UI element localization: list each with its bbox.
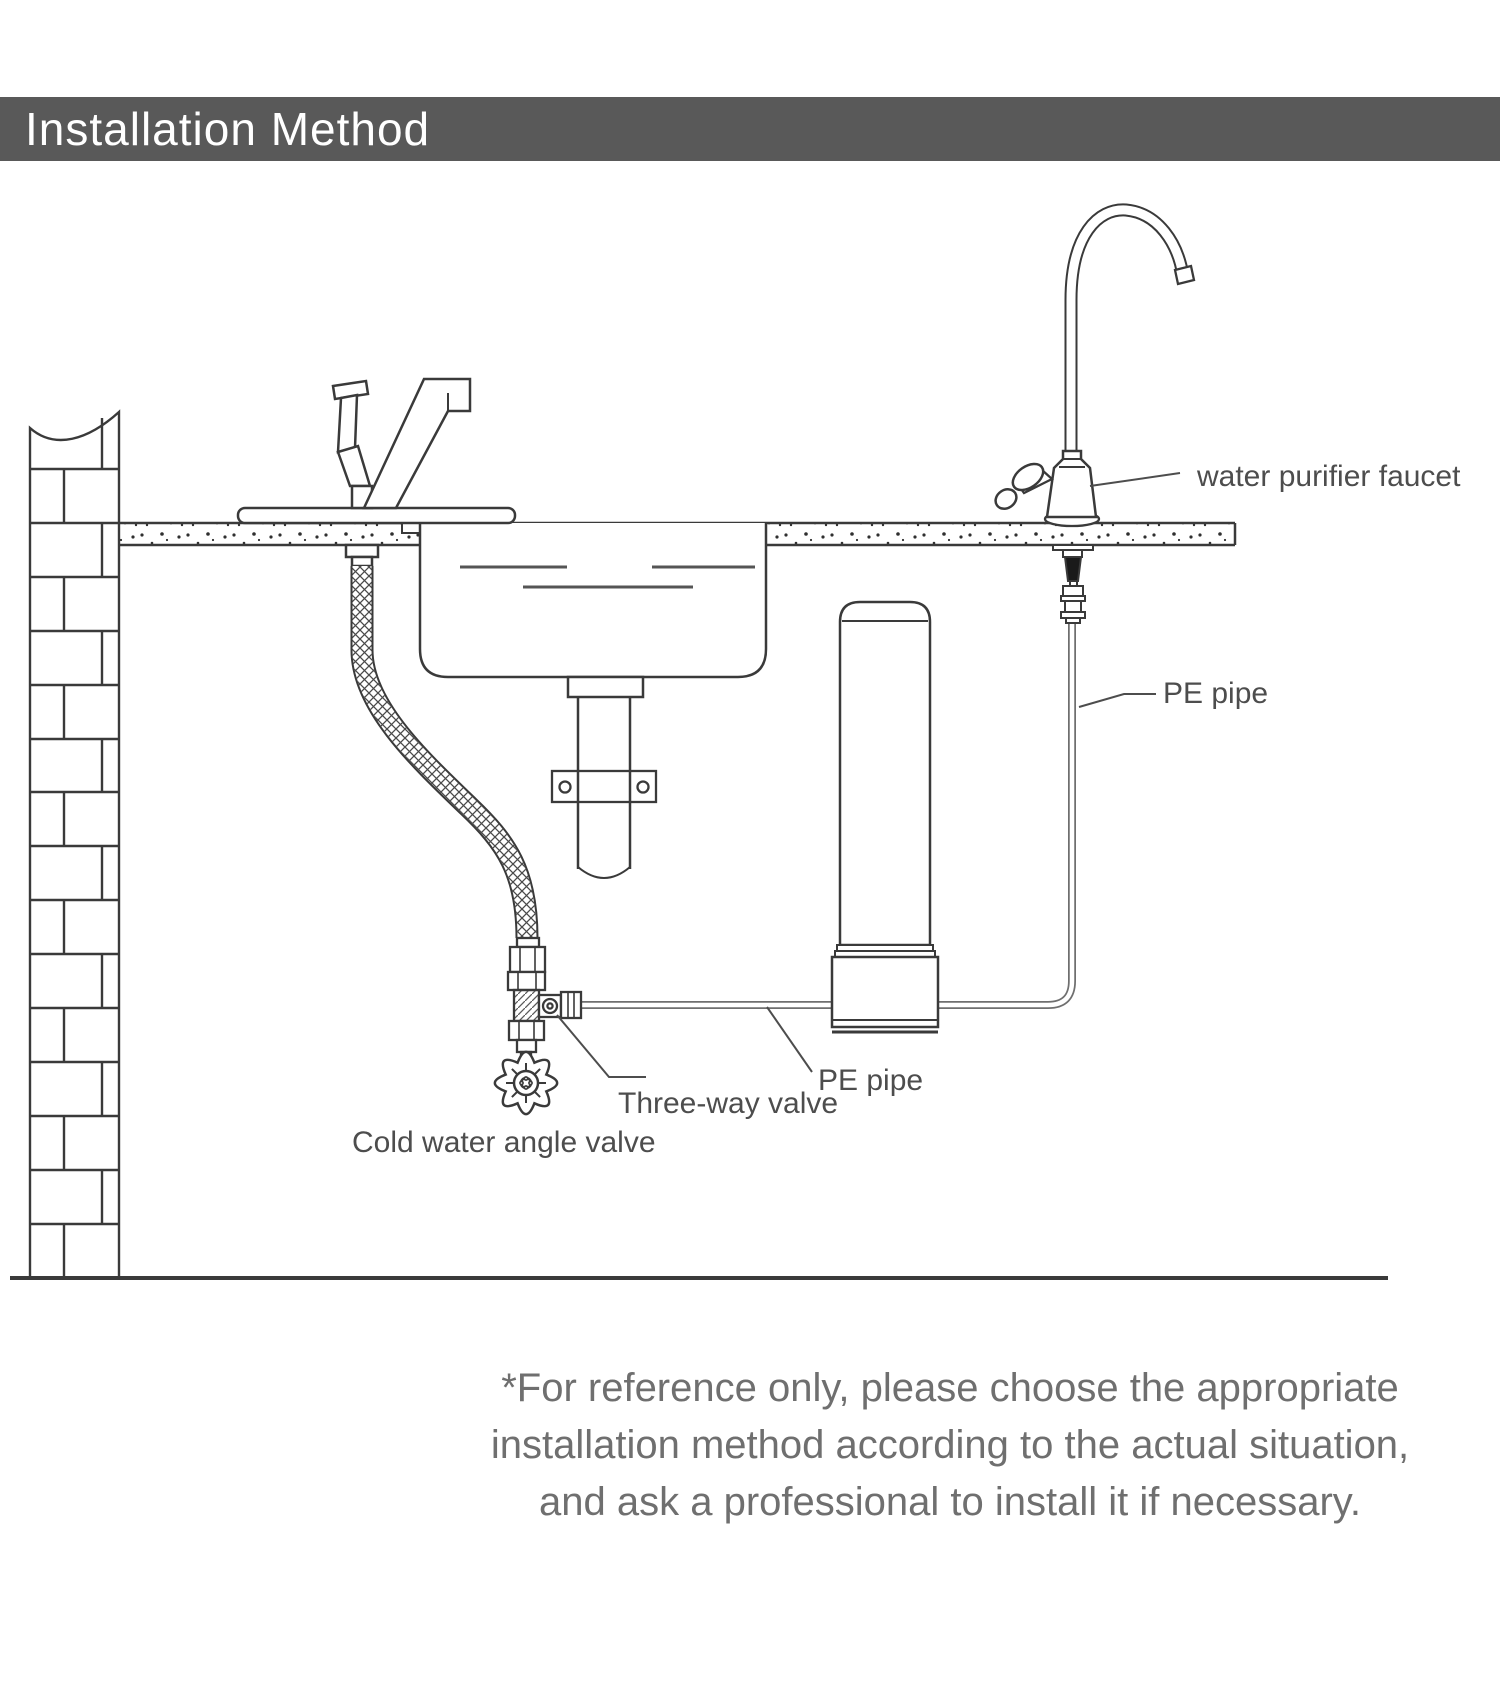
label-pe-pipe-bottom: PE pipe: [818, 1064, 924, 1097]
faucet-under-counter-connector: [1053, 545, 1093, 623]
reference-note-line2: installation method according to the actual situation,: [490, 1423, 1410, 1467]
faucet-escutcheon-plate: [238, 508, 515, 523]
cold-water-angle-valve-wheel: [495, 1052, 557, 1114]
leader-pe-pipe-bottom: [767, 1007, 812, 1072]
leader-water-purifier-faucet: [1090, 473, 1180, 486]
pipe-clamp-bracket: [552, 771, 656, 802]
leader-pe-pipe-right: [1079, 694, 1156, 707]
reference-note-line1: *For reference only, please choose the appropriate: [501, 1366, 1399, 1410]
brick-wall: [30, 412, 119, 1278]
reference-note: [400, 1360, 1500, 1531]
label-three-way-valve: Three-way valve: [618, 1087, 839, 1120]
reference-note-line3: and ask a professional to install it if necessary.: [539, 1480, 1361, 1524]
filter-unit: [832, 602, 938, 1032]
faucet-lever-handle: [992, 459, 1052, 513]
label-cold-water-angle-valve: Cold water angle valve: [352, 1126, 656, 1159]
label-water-purifier-faucet: water purifier faucet: [1197, 460, 1461, 493]
leader-three-way-valve: [557, 1015, 646, 1077]
pe-pipe-run: [582, 623, 1072, 1005]
label-pe-pipe-right: PE pipe: [1163, 677, 1269, 710]
water-purifier-faucet: [992, 210, 1194, 623]
page-title: Installation Method: [25, 103, 431, 155]
three-way-valve: [508, 938, 581, 1059]
drain-pipe: [552, 677, 656, 878]
kitchen-sink: [420, 523, 766, 677]
